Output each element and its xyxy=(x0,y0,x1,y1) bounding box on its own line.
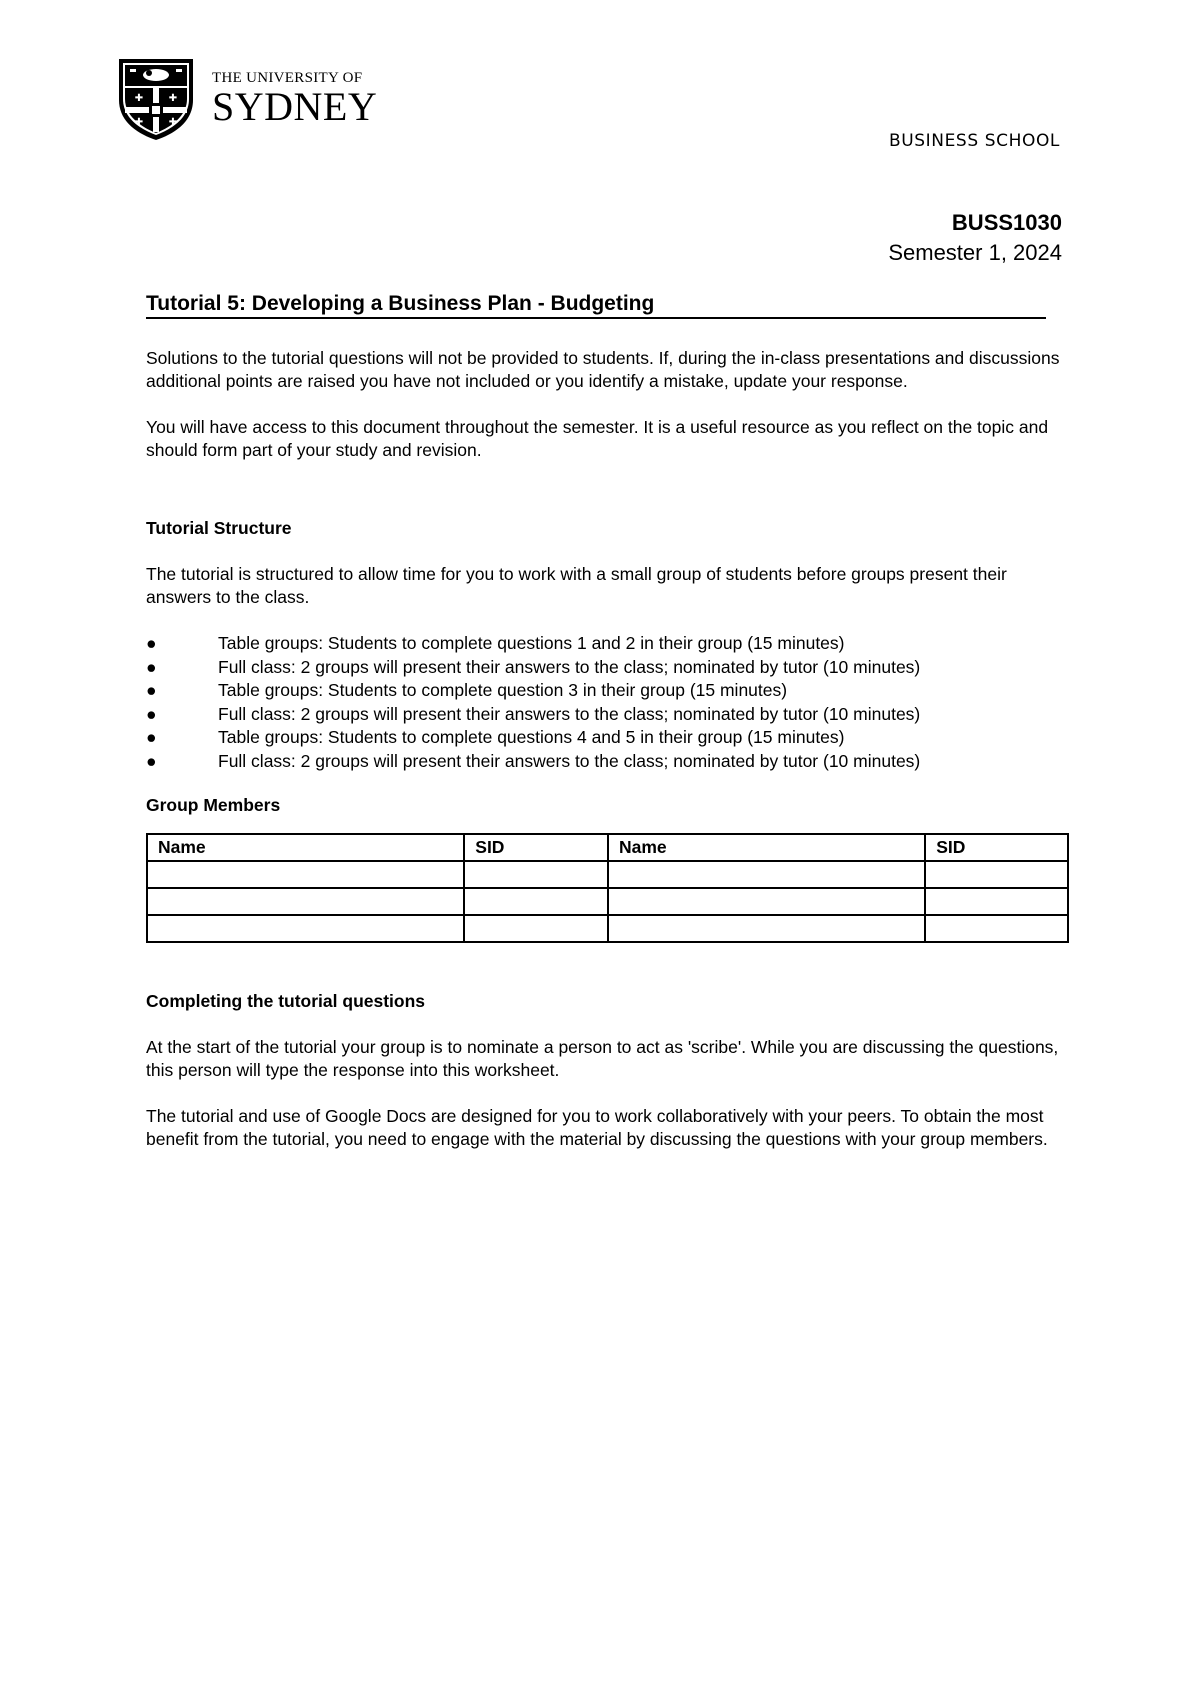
course-info xyxy=(888,210,1062,266)
sid-cell[interactable] xyxy=(925,888,1068,915)
column-header-name: Name xyxy=(147,834,464,861)
list-item-text: Table groups: Students to complete question 3 in their group (15 minutes) xyxy=(218,680,788,700)
list-item-text: Full class: 2 groups will present their answers to the class; nominated by tutor (10 minutes) xyxy=(218,750,921,771)
bullet-icon: ● xyxy=(146,727,157,747)
sid-cell[interactable] xyxy=(925,861,1068,888)
list-item xyxy=(146,750,1066,774)
name-cell[interactable] xyxy=(608,861,925,888)
table-row xyxy=(147,888,1068,915)
intro-paragraph: You will have access to this document throughout the semester. It is a useful resource as you reflect on the topic and should form part of your study and revision. xyxy=(146,417,1049,460)
bullet-icon: ● xyxy=(146,703,157,724)
document-body xyxy=(146,292,1066,1151)
completing-paragraph: At the start of the tutorial your group is to nominate a person to act as 'scribe'. While you are discussing the questions, this person will type the response into this worksheet. xyxy=(146,1037,1059,1080)
group-members-table xyxy=(146,833,1069,943)
intro-paragraph: Solutions to the tutorial questions will not be provided to students. If, during the in-class presentations and discussions additional points are raised you have not included or you identify a mistake, update your response. xyxy=(146,348,1060,391)
course-code: BUSS1030 xyxy=(951,210,1062,235)
sid-cell[interactable] xyxy=(925,915,1068,942)
semester: Semester 1, 2024 xyxy=(888,240,1062,265)
name-cell[interactable] xyxy=(608,915,925,942)
column-header-name: Name xyxy=(608,834,925,861)
list-item xyxy=(146,726,1066,750)
university-wordmark xyxy=(212,71,377,127)
name-cell[interactable] xyxy=(147,888,464,915)
document-title: Tutorial 5: Developing a Business Plan - Budgeting xyxy=(146,292,1046,319)
list-item-text: Table groups: Students to complete questions 4 and 5 in their group (15 minutes) xyxy=(218,727,845,747)
university-crest-icon xyxy=(116,56,196,142)
list-item-text: Full class: 2 groups will present their answers to the class; nominated by tutor (10 minutes) xyxy=(218,656,921,677)
list-item-text: Table groups: Students to complete questions 1 and 2 in their group (15 minutes) xyxy=(218,633,845,653)
bullet-icon: ● xyxy=(146,633,157,653)
table-row xyxy=(147,861,1068,888)
bullet-icon: ● xyxy=(146,656,157,677)
column-header-sid: SID xyxy=(464,834,608,861)
sid-cell[interactable] xyxy=(464,861,608,888)
university-wordmark-line1: THE UNIVERSITY OF xyxy=(212,70,363,86)
list-item-text: Full class: 2 groups will present their answers to the class; nominated by tutor (10 minutes) xyxy=(218,703,921,724)
list-item xyxy=(146,703,1066,727)
tutorial-steps-list xyxy=(146,632,1066,773)
column-header-sid: SID xyxy=(925,834,1068,861)
school-name: BUSINESS SCHOOL xyxy=(888,131,1060,151)
sid-cell[interactable] xyxy=(464,888,608,915)
list-item xyxy=(146,656,1066,680)
list-item xyxy=(146,679,1066,703)
table-header-row xyxy=(147,834,1068,861)
svg-text:✚: ✚ xyxy=(134,117,144,128)
svg-text:✚: ✚ xyxy=(168,117,178,128)
university-wordmark-line2: SYDNEY xyxy=(212,84,378,129)
completing-paragraph: The tutorial and use of Google Docs are designed for you to work collaboratively with your peers. To obtain the most benefit from the tutorial, you need to engage with the material by discussing the questions with your group members. xyxy=(146,1106,1048,1149)
table-row xyxy=(147,915,1068,942)
bullet-icon: ● xyxy=(146,680,157,700)
sid-cell[interactable] xyxy=(464,915,608,942)
completing-questions-heading: Completing the tutorial questions xyxy=(146,991,426,1011)
svg-text:✚: ✚ xyxy=(168,93,178,104)
group-members-heading: Group Members xyxy=(146,795,281,815)
tutorial-structure-heading: Tutorial Structure xyxy=(146,518,292,538)
university-logo xyxy=(116,56,377,142)
name-cell[interactable] xyxy=(608,888,925,915)
list-item xyxy=(146,632,1066,656)
tutorial-structure-description: The tutorial is structured to allow time for you to work with a small group of students before groups present their answers to the class. xyxy=(146,564,1007,607)
svg-text:✚: ✚ xyxy=(134,93,144,104)
name-cell[interactable] xyxy=(147,861,464,888)
bullet-icon: ● xyxy=(146,750,157,771)
name-cell[interactable] xyxy=(147,915,464,942)
